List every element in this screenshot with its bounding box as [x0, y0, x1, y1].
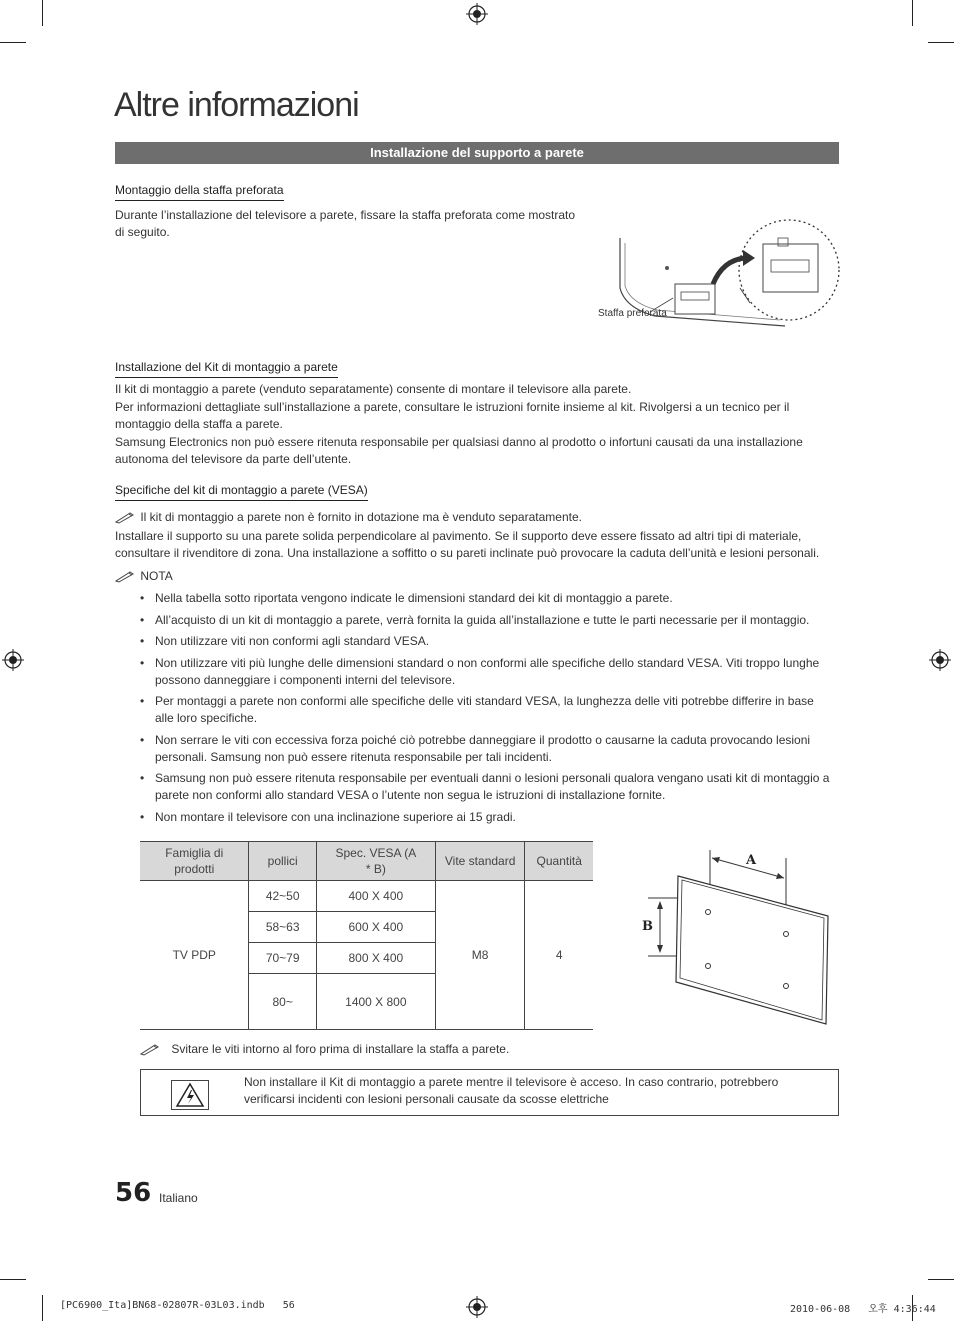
- crop-mark: [928, 42, 954, 43]
- bracket-label: Staffa preforata: [598, 308, 667, 319]
- footer-timestamp: 2010-06-08 오후 4:36:44: [790, 1304, 936, 1315]
- electric-shock-warning-icon: [172, 1081, 208, 1109]
- pencil-note-icon: [115, 512, 137, 524]
- inches-cell: 80~: [249, 974, 316, 1030]
- warning-text: Non installare il Kit di montaggio a parete mentre il televisore è acceso. In caso contrario, potrebbero verificarsi incidenti con lesioni personali causate da scosse elettriche: [244, 1075, 779, 1106]
- list-item: • All’acquisto di un kit di montaggio a parete, verrà fornita la guida all’installazione e tutte le parti necessarie per il montaggio.: [140, 612, 830, 629]
- vesa-cell: 400 X 400: [316, 881, 435, 912]
- list-item: • Non serrare le viti con eccessiva forza poiché ciò potrebbe danneggiare il prodotto o causarne la caduta provocando lesioni personali. Samsung non può essere ritenuta responsabile per tali incidenti.: [140, 732, 830, 766]
- column-header: Quantità: [525, 842, 593, 881]
- list-item: • Samsung non può essere ritenuta responsabile per eventuali danni o lesioni personali qualora vengano usati kit di montaggio a parete non conformi allo standard VESA o l’utente non segua le istruzioni di installazione fornite.: [140, 770, 830, 804]
- vesa-table: [140, 841, 593, 1030]
- quantity-cell: 4: [525, 881, 593, 1030]
- registration-mark-icon: [929, 649, 951, 671]
- pencil-note-icon: [115, 571, 137, 583]
- table-row: [140, 881, 593, 912]
- registration-mark-icon: [466, 3, 488, 25]
- crop-mark: [42, 1295, 43, 1321]
- column-header: Famiglia di prodotti: [140, 842, 249, 881]
- family-cell: TV PDP: [140, 881, 249, 1030]
- crop-mark: [0, 42, 26, 43]
- inches-cell: 42~50: [249, 881, 316, 912]
- column-header: Vite standard: [435, 842, 525, 881]
- bracket-illustration: [595, 208, 845, 336]
- section-text: Installare il supporto su una parete solida perpendicolare al pavimento. Se il supporto deve essere fissato ad altri tipi di materiale, consultare il rivenditore di zona. Una installazione a soffitto o su pareti inclinate può provocare la caduta dell’unità e lesioni personali.: [115, 529, 820, 560]
- screw-cell: M8: [435, 881, 525, 1030]
- paragraph: Samsung Electronics non può essere ritenuta responsabile per qualsiasi danno al prodotto o infortuni causati da una installazione autonoma del televisore da parte dell’utente.: [115, 435, 803, 466]
- pencil-note-icon: [140, 1044, 162, 1056]
- list-item: • Per montaggi a parete non conformi alle specifiche delle viti standard VESA, la lunghezza delle viti potrebbe differire in base alle loro specifiche.: [140, 693, 830, 727]
- crop-mark: [42, 0, 43, 26]
- section-text: Durante l’installazione del televisore a parete, fissare la staffa preforata come mostrato di seguito.: [115, 208, 576, 239]
- column-header: pollici: [249, 842, 316, 881]
- vesa-dimension-diagram: [636, 846, 836, 1028]
- section-heading: Montaggio della staffa preforata: [115, 183, 284, 201]
- note-text: Svitare le viti intorno al foro prima di installare la staffa a parete.: [171, 1042, 510, 1056]
- warning-box: [140, 1069, 839, 1116]
- crop-mark: [0, 1279, 26, 1280]
- registration-mark-icon: [2, 649, 24, 671]
- list-item: • Non utilizzare viti non conformi agli standard VESA.: [140, 633, 830, 650]
- paragraph: Per informazioni dettagliate sull’installazione a parete, consultare le istruzioni fornite insieme al kit. Rivolgersi a un tecnico per il montaggio della staffa a parete.: [115, 400, 790, 431]
- vesa-cell: 800 X 400: [316, 943, 435, 974]
- inches-cell: 70~79: [249, 943, 316, 974]
- note-line: [115, 509, 839, 526]
- list-item: • Non montare il televisore con una inclinazione superiore ai 15 gradi.: [140, 809, 830, 826]
- list-item: • Nella tabella sotto riportata vengono indicate le dimensioni standard dei kit di montaggio a parete.: [140, 590, 830, 607]
- table-header-row: [140, 842, 593, 881]
- dimension-a-label: A: [746, 853, 757, 868]
- column-header: Spec. VESA (A * B): [316, 842, 435, 881]
- warning-icon-frame: [171, 1080, 209, 1110]
- section-heading: Installazione del Kit di montaggio a parete: [115, 360, 338, 378]
- page-number: 56: [115, 1178, 152, 1208]
- dimension-b-label: B: [642, 919, 653, 934]
- section-banner: Installazione del supporto a parete: [115, 142, 839, 164]
- section-text: [115, 381, 839, 468]
- registration-mark-icon: [466, 1296, 488, 1318]
- nota-label: NOTA: [140, 569, 173, 583]
- crop-mark: [928, 1279, 954, 1280]
- note-text: Il kit di montaggio a parete non è fornito in dotazione ma è venduto separatamente.: [140, 510, 582, 524]
- list-item: • Non utilizzare viti più lunghe delle dimensioni standard o non conformi alle specifiche dello standard VESA. Viti troppo lunghe possono danneggiare i componenti interni del televisore.: [140, 655, 830, 689]
- footer-file-info: [PC6900_Ita]BN68-02807R-03L03.indb 56: [60, 1300, 295, 1311]
- crop-mark: [912, 0, 913, 26]
- vesa-cell: 1400 X 800: [316, 974, 435, 1030]
- page-title: Altre informazioni: [114, 86, 359, 124]
- paragraph: Il kit di montaggio a parete (venduto separatamente) consente di montare il televisore alla parete.: [115, 382, 632, 396]
- inches-cell: 58~63: [249, 912, 316, 943]
- note-bullet-list: [140, 590, 830, 830]
- page-language: Italiano: [159, 1191, 198, 1205]
- vesa-cell: 600 X 400: [316, 912, 435, 943]
- nota-line: [115, 568, 173, 585]
- section-heading: Specifiche del kit di montaggio a parete (VESA): [115, 483, 368, 501]
- note-line: [140, 1041, 740, 1058]
